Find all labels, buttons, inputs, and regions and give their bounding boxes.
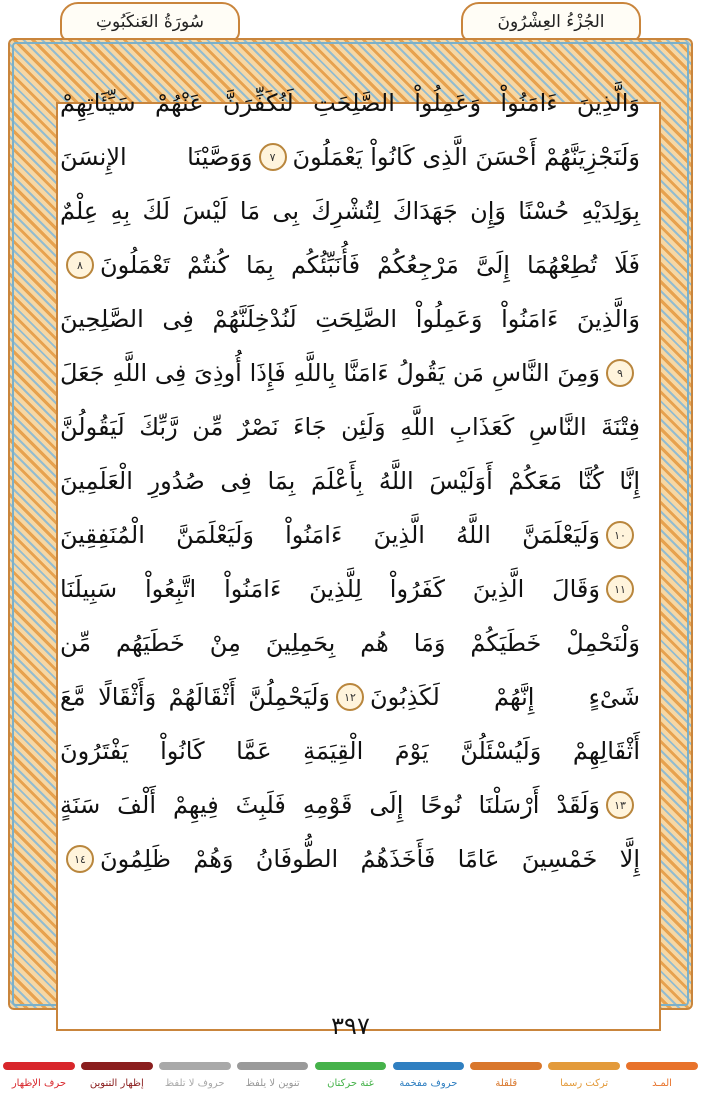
line-text: وَمِنَ النَّاسِ مَن يَقُولُ ءَامَنَّا بِاللَّهِ فَإِذَا أُوذِىَ فِى اللَّهِ جَعَلَ: [60, 359, 600, 387]
juz-name-tab: [461, 2, 641, 42]
legend-color-bar: [470, 1062, 542, 1070]
verse-line: [60, 400, 640, 454]
legend-color-bar: [315, 1062, 387, 1070]
line-text: وَلَقَدْ أَرْسَلْنَا نُوحًا إِلَى قَوْمِهِ فَلَبِثَ فِيهِمْ أَلْفَ سَنَةٍ: [60, 791, 600, 819]
legend-color-bar: [81, 1062, 153, 1070]
legend-label: تنوين لا يلفظ: [245, 1078, 300, 1089]
line-text: وَقَالَ الَّذِينَ كَفَرُواْ لِلَّذِينَ ءَامَنُواْ اتَّبِعُواْ سَبِيلَنَا: [60, 575, 600, 603]
surah-name: سُورَةُ العَنكَبُوتِ: [95, 12, 205, 32]
legend-color-bar: [393, 1062, 465, 1070]
line-text: وَلَنَجْزِيَنَّهُمْ أَحْسَنَ الَّذِى كَانُواْ يَعْمَلُونَ: [292, 143, 640, 171]
verse-lines: [60, 76, 640, 886]
verse-line: [60, 778, 640, 832]
legend-color-bar: [237, 1062, 309, 1070]
tajweed-legend: [0, 1062, 701, 1101]
line-text: إِلَّا خَمْسِينَ عَامًا فَأَخَذَهُمُ الطُّوفَانُ وَهُمْ ظَلِمُونَ: [100, 845, 640, 873]
verse-line: [60, 508, 640, 562]
verse-line: [60, 76, 640, 130]
line-text: فَلَا تُطِعْهُمَا إِلَىَّ مَرْجِعُكُمْ فَأُنَبِّئُكُم بِمَا كُنتُمْ تَعْمَلُونَ: [100, 251, 640, 279]
line-text: وَلَيَعْلَمَنَّ اللَّهُ الَّذِينَ ءَامَنُواْ وَلَيَعْلَمَنَّ الْمُنَفِقِينَ: [60, 521, 600, 549]
verse-number-marker: ٩: [606, 359, 634, 387]
legend-color-bar: [3, 1062, 75, 1070]
legend-label: حروف مفخمة: [399, 1078, 458, 1089]
line-text: بِوَلِدَيْهِ حُسْنًا وَإِن جَهَدَاكَ لِتُشْرِكَ بِى مَا لَيْسَ لَكَ بِهِ عِلْمٌ: [60, 197, 640, 225]
surah-name-tab: [60, 2, 240, 42]
line-text: أَثْقَالِهِمْ وَلَيُسْئَلُنَّ يَوْمَ الْقِيَمَةِ عَمَّا كَانُواْ يَفْتَرُونَ: [60, 737, 640, 765]
legend-item: [623, 1062, 701, 1101]
line-text: وَوَصَّيْنَا الإِنسَنَ: [60, 143, 253, 171]
legend-label: غنة حركتان: [327, 1078, 374, 1089]
page-number: ٣٩٧: [331, 1012, 370, 1040]
legend-item: [467, 1062, 545, 1101]
verse-line: [60, 130, 640, 184]
legend-label: حروف لا تلفظ: [164, 1078, 225, 1089]
verse-line: [60, 184, 640, 238]
verse-line: [60, 292, 640, 346]
legend-item: [234, 1062, 312, 1101]
verse-number-marker: ١١: [606, 575, 634, 603]
verse-line: [60, 562, 640, 616]
legend-label: حرف الإظهار: [11, 1078, 67, 1089]
legend-item: [78, 1062, 156, 1101]
verse-line: [60, 238, 640, 292]
legend-color-bar: [159, 1062, 231, 1070]
verse-number-marker: ٨: [66, 251, 94, 279]
legend-item: [312, 1062, 390, 1101]
legend-label: تركت رسما: [560, 1078, 609, 1089]
legend-label: المـد: [652, 1078, 672, 1089]
legend-item: [545, 1062, 623, 1101]
line-text: شَىْءٍ إِنَّهُمْ لَكَذِبُونَ: [370, 683, 640, 711]
legend-item: [0, 1062, 78, 1101]
line-text: فِتْنَةَ النَّاسِ كَعَذَابِ اللَّهِ وَلَئِن جَاءَ نَصْرٌ مِّن رَّبِّكَ لَيَقُولُنَّ: [60, 413, 640, 441]
line-text: وَلْنَحْمِلْ خَطَيَكُمْ وَمَا هُم بِحَمِلِينَ مِنْ خَطَيَهُم مِّن: [60, 629, 640, 657]
juz-name: الجُزْءُ العِشْرُونَ: [497, 12, 605, 32]
line-text: وَالَّذِينَ ءَامَنُواْ وَعَمِلُواْ الصَّلِحَتِ لَنُدْخِلَنَّهُمْ فِى الصَّلِحِينَ: [60, 305, 640, 333]
verse-number-marker: ١٣: [606, 791, 634, 819]
legend-label: قلقلة: [495, 1078, 518, 1089]
line-text: وَالَّذِينَ ءَامَنُواْ وَعَمِلُواْ الصَّلِحَتِ لَنُكَفِّرَنَّ عَنْهُمْ سَيِّئَاتِهِمْ: [60, 89, 640, 117]
legend-item: [389, 1062, 467, 1101]
line-text: إِنَّا كُنَّا مَعَكُمْ أَوَلَيْسَ اللَّهُ بِأَعْلَمَ بِمَا فِى صُدُورِ الْعَلَمِينَ: [60, 467, 640, 495]
verse-number-marker: ١٢: [336, 683, 364, 711]
verse-line: [60, 670, 640, 724]
line-text: وَلَيَحْمِلُنَّ أَثْقَالَهُمْ وَأَثْقَالًا مَّعَ: [60, 683, 330, 711]
verse-line: [60, 346, 640, 400]
verse-number-marker: ١٤: [66, 845, 94, 873]
verse-line: [60, 454, 640, 508]
legend-color-bar: [548, 1062, 620, 1070]
verse-line: [60, 616, 640, 670]
legend-label: إظهار التنوين: [89, 1078, 144, 1089]
verse-number-marker: ٧: [259, 143, 287, 171]
verse-line: [60, 724, 640, 778]
legend-item: [156, 1062, 234, 1101]
legend-color-bar: [626, 1062, 698, 1070]
verse-line: [60, 832, 640, 886]
verse-number-marker: ١٠: [606, 521, 634, 549]
